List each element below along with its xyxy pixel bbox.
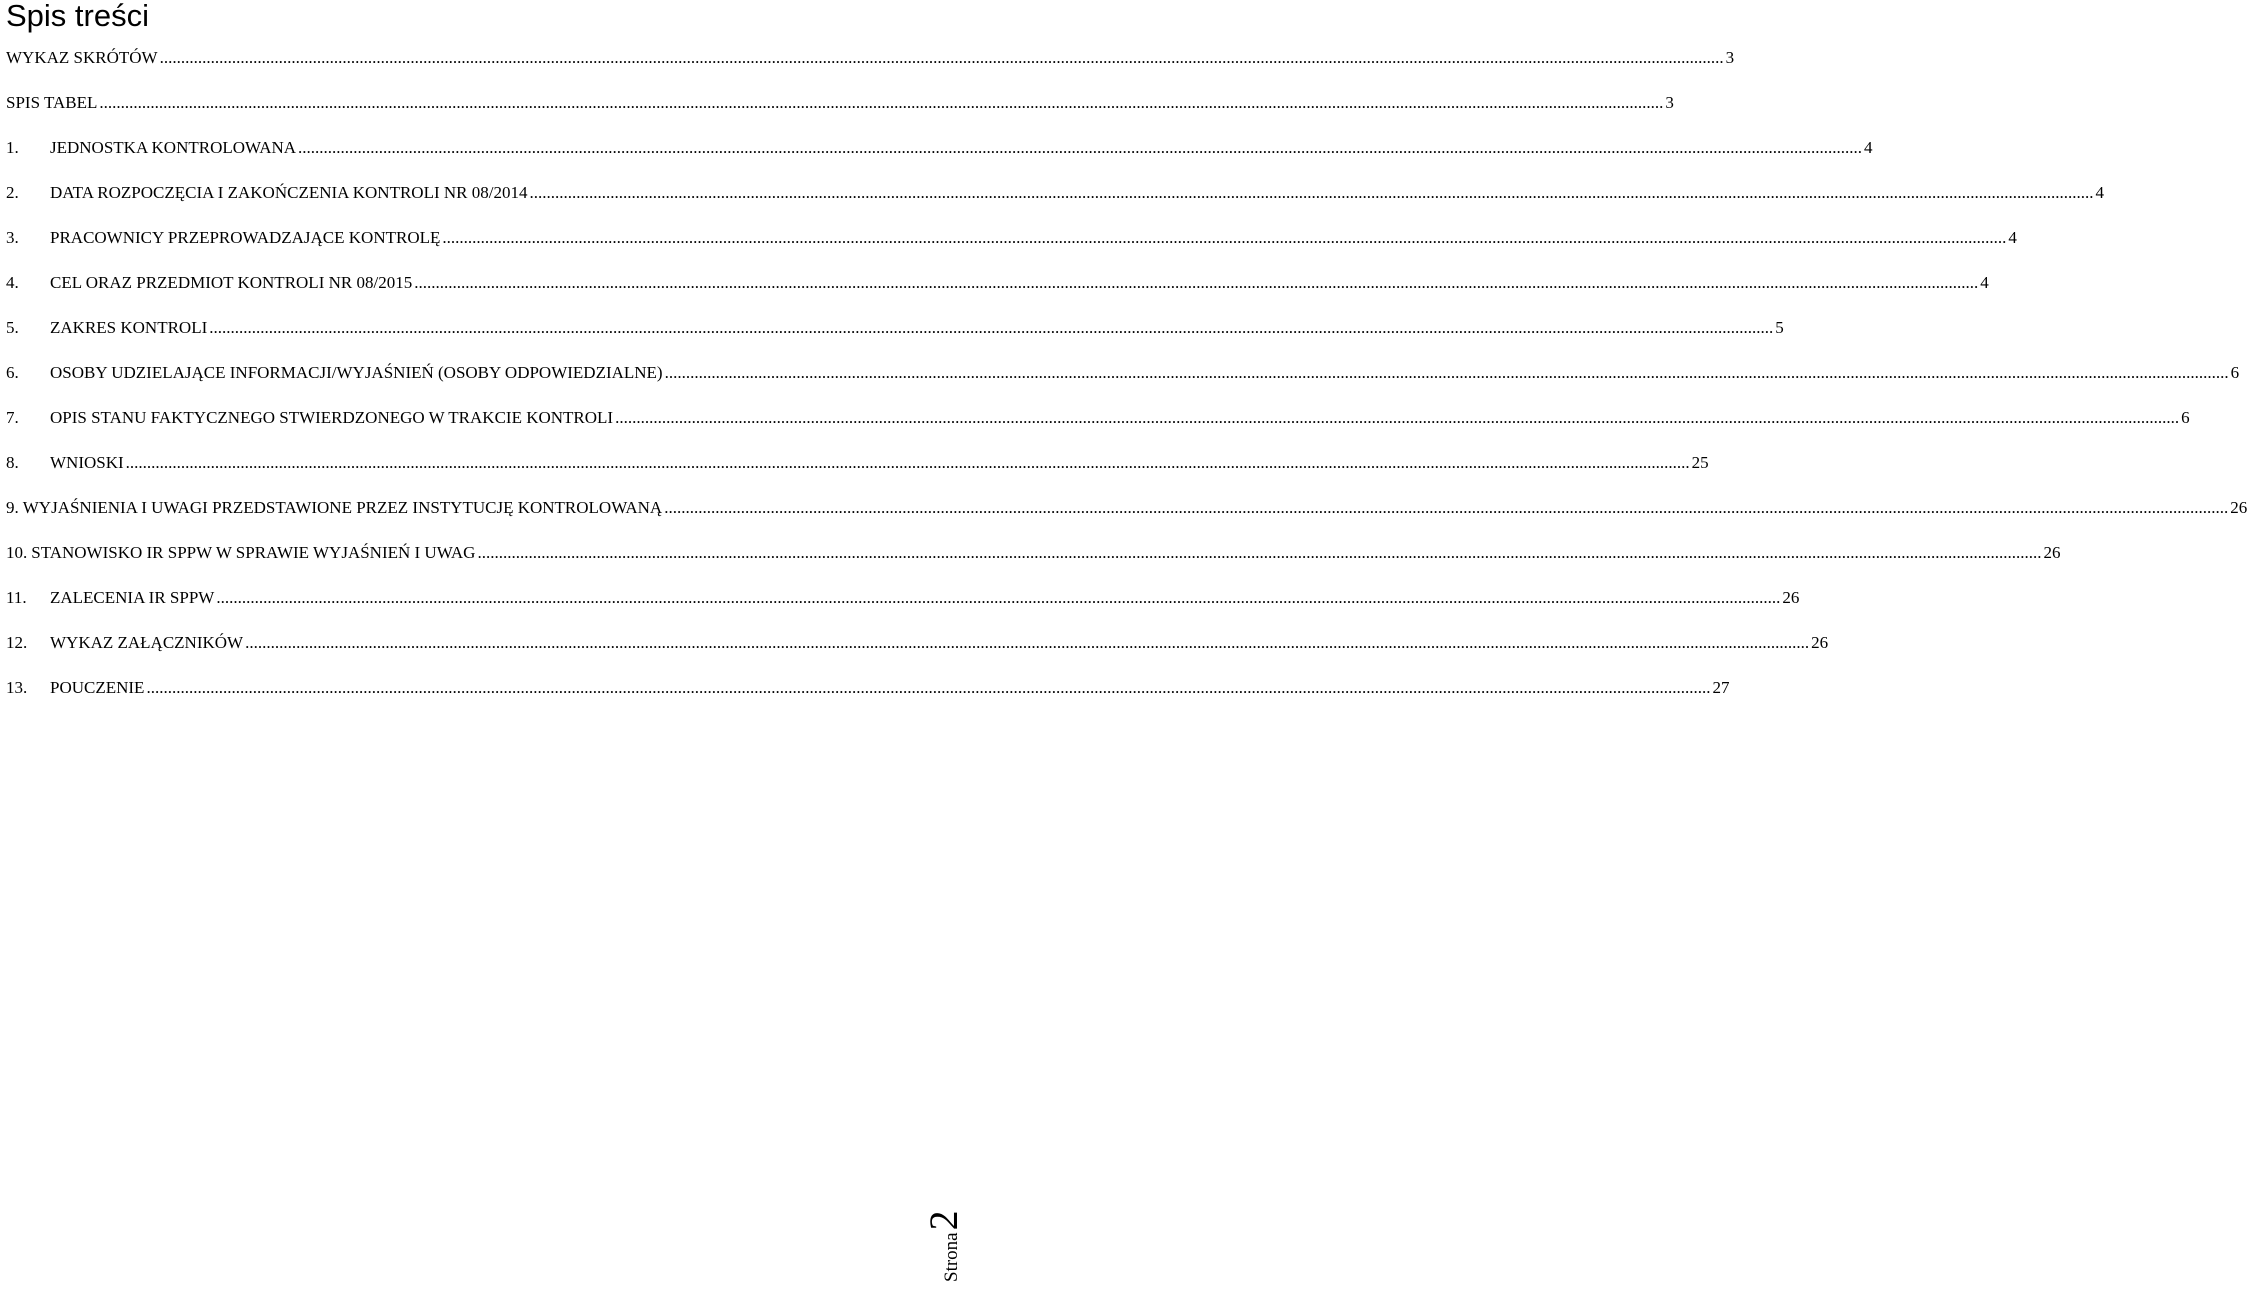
toc-entry-4[interactable] bbox=[6, 271, 1989, 295]
toc-entry-number: 1. bbox=[6, 138, 19, 157]
toc-entry-9[interactable] bbox=[6, 496, 2247, 520]
toc-leader-dots bbox=[442, 226, 2006, 250]
toc-entry-spis-tabel[interactable] bbox=[6, 91, 1674, 115]
toc-entry-page: 25 bbox=[1691, 453, 1709, 472]
toc-entry-label: OSOBY UDZIELAJĄCE INFORMACJI/WYJAŚNIEŃ (OSOBY ODPOWIEDZIALNE) bbox=[50, 363, 663, 382]
toc-entry-number: 11. bbox=[6, 588, 27, 607]
toc-entry-label: SPIS TABEL bbox=[6, 93, 98, 112]
page-label: Strona bbox=[941, 1232, 962, 1282]
toc-entry-page: 5 bbox=[1775, 318, 1784, 337]
toc-entry-number: 5. bbox=[6, 318, 19, 337]
toc-entry-3[interactable] bbox=[6, 226, 2017, 250]
toc-entry-label: CEL ORAZ PRZEDMIOT KONTROLI NR 08/2015 bbox=[50, 273, 413, 292]
toc-entry-label: STANOWISKO IR SPPW W SPRAWIE WYJAŚNIEŃ I UWAG bbox=[31, 543, 476, 562]
toc-entry-page: 4 bbox=[2095, 183, 2104, 202]
toc-entry-number: 10. bbox=[6, 543, 28, 562]
toc-entry-number: 6. bbox=[6, 363, 19, 382]
toc-entry-wykaz-skrotow[interactable] bbox=[6, 46, 1735, 70]
toc-entry-number: 8. bbox=[6, 453, 19, 472]
toc-entry-2[interactable] bbox=[6, 181, 2104, 205]
toc-leader-dots bbox=[529, 181, 2093, 205]
toc-entry-1[interactable] bbox=[6, 136, 1873, 160]
toc-entry-label: ZALECENIA IR SPPW bbox=[50, 588, 215, 607]
toc-entry-page: 4 bbox=[1864, 138, 1873, 157]
toc-entry-10[interactable] bbox=[6, 541, 2061, 565]
toc-entry-page: 4 bbox=[2008, 228, 2017, 247]
toc-entry-label: WYKAZ SKRÓTÓW bbox=[6, 48, 158, 67]
toc-entry-number: 9. bbox=[6, 498, 19, 517]
toc-entry-page: 27 bbox=[1712, 678, 1730, 697]
toc-entry-label: JEDNOSTKA KONTROLOWANA bbox=[50, 138, 297, 157]
toc-entry-13[interactable] bbox=[6, 676, 1730, 700]
toc-leader-dots bbox=[665, 361, 2229, 385]
toc-entry-label: PRACOWNICY PRZEPROWADZAJĄCE KONTROLĘ bbox=[50, 228, 441, 247]
page-number: 2 bbox=[921, 1210, 966, 1231]
toc-entry-label: POUCZENIE bbox=[50, 678, 145, 697]
toc-leader-dots bbox=[209, 316, 1773, 340]
toc-entry-7[interactable] bbox=[6, 406, 2190, 430]
toc-entry-8[interactable] bbox=[6, 451, 1709, 475]
toc-entry-page: 26 bbox=[2230, 498, 2247, 517]
toc-leader-dots bbox=[126, 451, 1690, 475]
toc-entry-page: 26 bbox=[1811, 633, 1829, 652]
toc-leader-dots bbox=[615, 406, 2179, 430]
toc-entry-label: WNIOSKI bbox=[50, 453, 124, 472]
toc-entry-6[interactable] bbox=[6, 361, 2240, 385]
toc-entry-label: OPIS STANU FAKTYCZNEGO STWIERDZONEGO W TRAKCIE KONTROLI bbox=[50, 408, 614, 427]
toc-entry-number: 7. bbox=[6, 408, 19, 427]
toc-leader-dots bbox=[216, 586, 1780, 610]
toc-entry-page: 3 bbox=[1725, 48, 1735, 67]
toc-entry-11[interactable] bbox=[6, 586, 1800, 610]
toc-entry-number: 4. bbox=[6, 273, 19, 292]
toc-entry-label: WYKAZ ZAŁĄCZNIKÓW bbox=[50, 633, 244, 652]
toc-entry-label: WYJAŚNIENIA I UWAGI PRZEDSTAWIONE PRZEZ INSTYTUCJĘ KONTROLOWANĄ bbox=[22, 498, 663, 517]
toc-leader-dots bbox=[146, 676, 1710, 700]
toc-entry-page: 6 bbox=[2181, 408, 2190, 427]
toc-entry-label: DATA ROZPOCZĘCIA I ZAKOŃCZENIA KONTROLI NR 08/2014 bbox=[50, 183, 528, 202]
page-title: Spis treści bbox=[6, 0, 149, 33]
toc-leader-dots bbox=[298, 136, 1862, 160]
page-footer bbox=[921, 1186, 966, 1282]
toc-entry-page: 26 bbox=[2043, 543, 2061, 562]
toc-entry-number: 12. bbox=[6, 633, 28, 652]
toc-entry-page: 4 bbox=[1980, 273, 1989, 292]
toc-entry-5[interactable] bbox=[6, 316, 1784, 340]
page-number-vertical bbox=[921, 1186, 966, 1282]
toc-leader-dots bbox=[160, 46, 1724, 70]
toc-leader-dots bbox=[414, 271, 1978, 295]
toc-leader-dots bbox=[245, 631, 1809, 655]
toc-leader-dots bbox=[477, 541, 2041, 565]
toc-leader-dots bbox=[664, 496, 2228, 520]
toc-entry-page: 26 bbox=[1782, 588, 1800, 607]
toc-entry-label: ZAKRES KONTROLI bbox=[50, 318, 208, 337]
toc-entry-page: 6 bbox=[2230, 363, 2240, 382]
toc-entry-number: 3. bbox=[6, 228, 19, 247]
toc-leader-dots bbox=[99, 91, 1663, 115]
toc-entry-12[interactable] bbox=[6, 631, 1829, 655]
toc-entry-number: 2. bbox=[6, 183, 19, 202]
toc-entry-number: 13. bbox=[6, 678, 28, 697]
toc-entry-page: 3 bbox=[1665, 93, 1674, 112]
